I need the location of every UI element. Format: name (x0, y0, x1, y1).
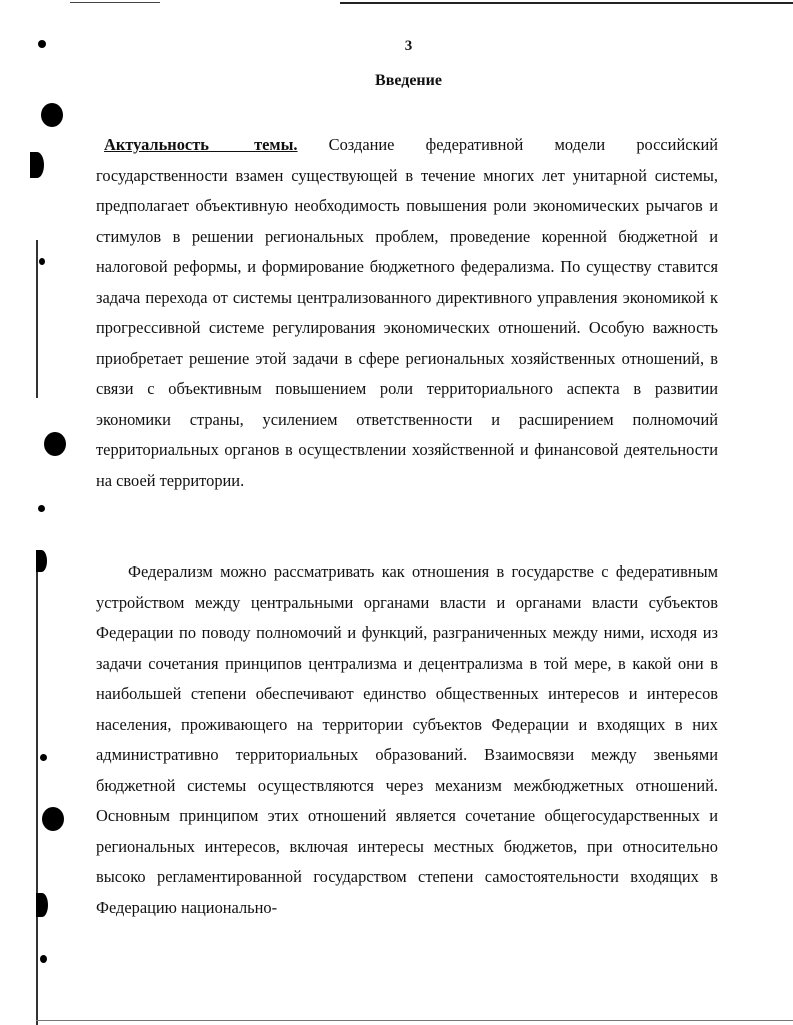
paragraph-text: Федерализм можно рассматривать как отношения в государстве с федеративным устройством между центральными органами власти и органами власти субъектов Федерации по поводу полномочий и функций, разграниченных между ними, исходя из задачи сочетания принципов централизма и децентрализма в той мере, в какой они в наибольшей степени обеспечивают единство общественных интересов и интересов населения, проживающего на территории субъектов Федерации и входящих в них административно территориальных образований. Взаимосвязи между звеньями бюджетной системы осуществляются через механизм межбюджетных отношений. Основным принципом этих отношений является сочетание общегосударственных и региональных интересов, включая интересы местных бюджетов, при относительно высоко регламентированной государством степени самостоятельности входящих в Федерацию национально- (96, 562, 718, 917)
paragraph (96, 130, 718, 496)
paragraph-text: Создание федеративной модели российский государственности взамен существующей в течение многих лет унитарной системы, предполагает объективную необходимость повышения роли экономических рычагов и стимулов в решении региональных проблем, проведение коренной бюджетной и налоговой реформы, и формирование бюджетного федерализма. По существу ставится задача перехода от системы централизованного директивного управления экономикой к прогрессивной системе регулирования экономических отношений. Особую важность приобретает решение этой задачи в сфере региональных хозяйственных отношений, в связи с объективным повышением роли территориального аспекта в развитии экономики страны, усилением ответственности и расширением полномочий территориальных органов в осуществлении хозяйственной и финансовой деятельности на своей территории. (96, 135, 719, 490)
binding-edge-line (36, 560, 38, 1025)
punch-hole-mark (40, 754, 47, 761)
scan-edge-line (340, 2, 793, 4)
punch-hole-mark (39, 258, 45, 265)
page-title: Введение (375, 72, 442, 89)
page-number: 3 (404, 38, 413, 54)
punch-hole-mark (36, 550, 47, 572)
punch-hole-mark (44, 432, 66, 456)
punch-hole-mark (41, 103, 63, 127)
punch-hole-mark (30, 152, 44, 178)
section-lead: Актуальность темы. (104, 135, 298, 154)
binding-edge-line (36, 240, 38, 398)
punch-hole-mark (40, 955, 47, 963)
punch-hole-mark (38, 505, 45, 512)
punch-hole-mark (36, 893, 48, 917)
scan-edge-line (70, 2, 160, 3)
punch-hole-mark (42, 807, 64, 831)
scan-bottom-edge (36, 1020, 793, 1021)
paragraph (96, 557, 718, 923)
